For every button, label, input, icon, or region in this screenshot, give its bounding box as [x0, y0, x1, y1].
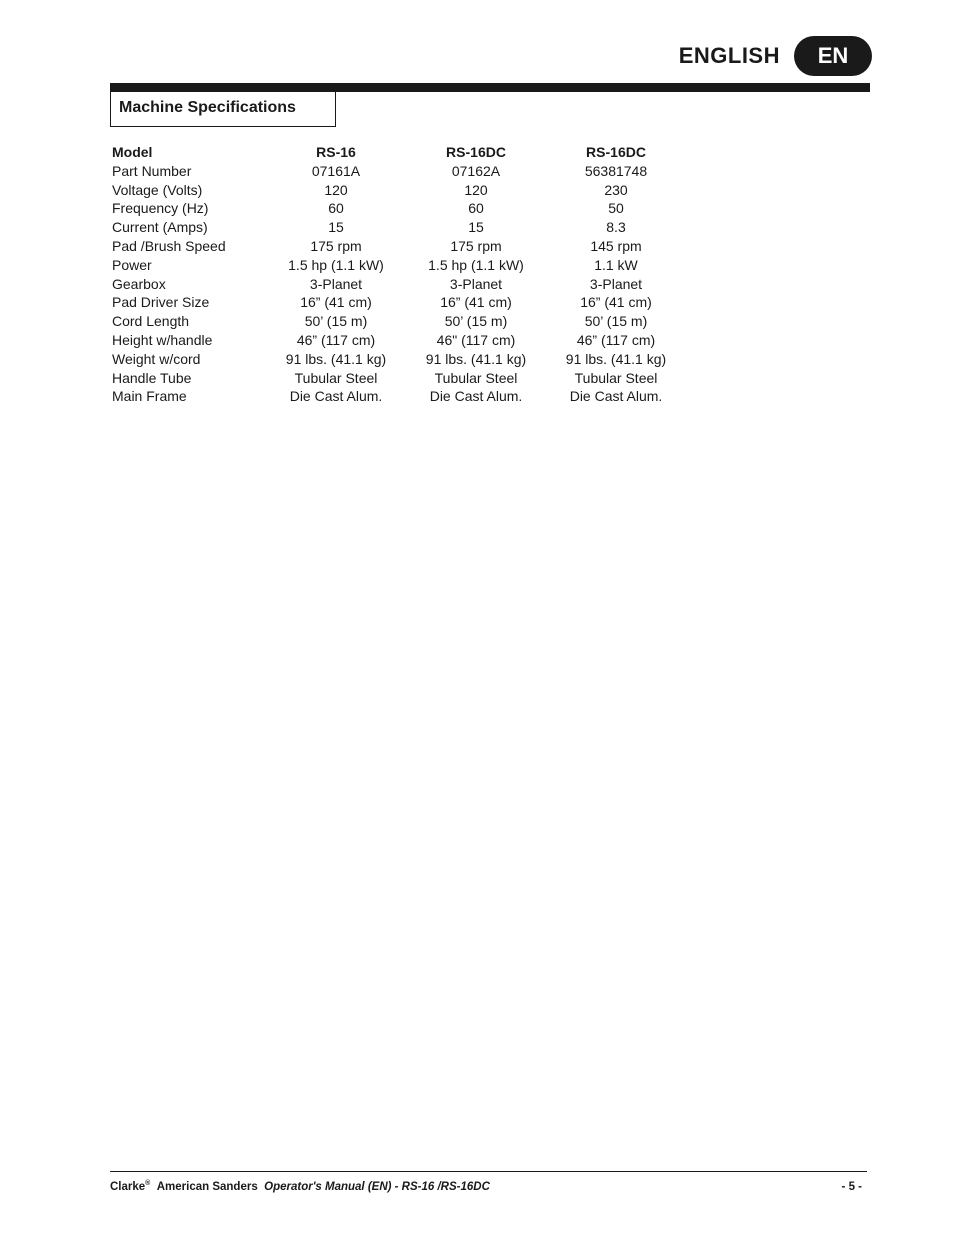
- footer-company: American Sanders: [156, 1181, 258, 1193]
- spec-value: 16” (41 cm): [300, 294, 372, 311]
- spec-label: Pad /Brush Speed: [112, 237, 226, 254]
- spec-label: Voltage (Volts): [112, 181, 203, 198]
- table-row: [112, 331, 686, 350]
- spec-label: Gearbox: [112, 275, 166, 292]
- spec-value: 145 rpm: [590, 237, 642, 254]
- spec-label: Weight w/cord: [112, 350, 201, 367]
- spec-value: 91 lbs. (41.1 kg): [565, 350, 667, 367]
- spec-value: 07161A: [311, 162, 361, 179]
- spec-label: Height w/handle: [112, 331, 213, 348]
- table-row: [112, 312, 686, 331]
- spec-label: Power: [112, 256, 152, 273]
- spec-value: 60: [328, 200, 344, 217]
- spec-value: 175 rpm: [450, 237, 502, 254]
- spec-value: 50: [608, 200, 624, 217]
- spec-label: Current (Amps): [112, 219, 208, 236]
- table-row: [112, 199, 686, 218]
- table-row: [112, 369, 686, 388]
- specifications-table: [112, 143, 686, 406]
- spec-label: Main Frame: [112, 388, 187, 405]
- table-row: [112, 181, 686, 200]
- spec-value: 56381748: [584, 162, 648, 179]
- spec-value: 46” (117 cm): [296, 331, 376, 348]
- spec-label: Cord Length: [112, 313, 190, 330]
- spec-value: 46” (117 cm): [576, 331, 656, 348]
- spec-value: 120: [324, 181, 348, 198]
- language-header: [679, 36, 872, 76]
- spec-value: 91 lbs. (41.1 kg): [425, 350, 527, 367]
- footer-text: [110, 1181, 490, 1193]
- spec-value: Tubular Steel: [294, 369, 378, 386]
- spec-value: 1.5 hp (1.1 kW): [428, 256, 524, 273]
- spec-value: 50’ (15 m): [304, 313, 368, 330]
- model-name: RS-16DC: [446, 144, 506, 160]
- table-header-row: [112, 143, 686, 162]
- spec-value: 16” (41 cm): [580, 294, 652, 311]
- spec-value: 15: [468, 219, 484, 236]
- spec-value: 07162A: [451, 162, 501, 179]
- spec-value: 15: [328, 219, 344, 236]
- spec-value: Die Cast Alum.: [429, 388, 523, 405]
- spec-value: 16” (41 cm): [440, 294, 512, 311]
- spec-label: Pad Driver Size: [112, 294, 210, 311]
- table-row: [112, 237, 686, 256]
- spec-value: 3-Planet: [589, 275, 643, 292]
- language-label: ENGLISH: [678, 43, 780, 68]
- model-label: Model: [112, 144, 153, 160]
- page-number: - 5 -: [841, 1181, 862, 1193]
- footer-manual-title: Operator's Manual (EN) - RS-16 /RS-16DC: [264, 1181, 490, 1193]
- table-row: [112, 350, 686, 369]
- spec-value: 91 lbs. (41.1 kg): [285, 350, 387, 367]
- table-row: [112, 162, 686, 181]
- model-name: RS-16DC: [586, 144, 646, 160]
- spec-value: 8.3: [606, 219, 626, 236]
- spec-value: 50’ (15 m): [584, 313, 648, 330]
- spec-label: Handle Tube: [112, 369, 192, 386]
- footer-brand: [110, 1181, 150, 1193]
- table-row: [112, 293, 686, 312]
- footer-rule: [110, 1171, 867, 1172]
- spec-value: 1.5 hp (1.1 kW): [288, 256, 384, 273]
- table-row: [112, 387, 686, 406]
- language-code-badge: EN: [794, 36, 872, 76]
- section-heading-box: [110, 92, 336, 127]
- spec-value: 46" (117 cm): [436, 331, 516, 348]
- brand-name: Clarke: [110, 1181, 146, 1193]
- spec-value: 3-Planet: [309, 275, 363, 292]
- table-row: [112, 275, 686, 294]
- spec-label: Part Number: [112, 162, 192, 179]
- section-title: Machine Specifications: [119, 99, 296, 116]
- spec-value: Die Cast Alum.: [289, 388, 383, 405]
- model-name: RS-16: [316, 144, 356, 160]
- table-row: [112, 218, 686, 237]
- top-rule: [110, 83, 870, 92]
- table-body: [112, 162, 686, 406]
- spec-value: 60: [468, 200, 484, 217]
- spec-value: 120: [464, 181, 488, 198]
- spec-value: Die Cast Alum.: [569, 388, 663, 405]
- spec-value: 175 rpm: [310, 237, 362, 254]
- spec-value: 50’ (15 m): [444, 313, 508, 330]
- spec-value: 230: [604, 181, 628, 198]
- spec-label: Frequency (Hz): [112, 200, 209, 217]
- table-row: [112, 256, 686, 275]
- registered-mark: ®: [145, 1180, 151, 1188]
- spec-value: 3-Planet: [449, 275, 503, 292]
- spec-value: Tubular Steel: [574, 369, 658, 386]
- spec-value: 1.1 kW: [594, 256, 638, 273]
- spec-value: Tubular Steel: [434, 369, 518, 386]
